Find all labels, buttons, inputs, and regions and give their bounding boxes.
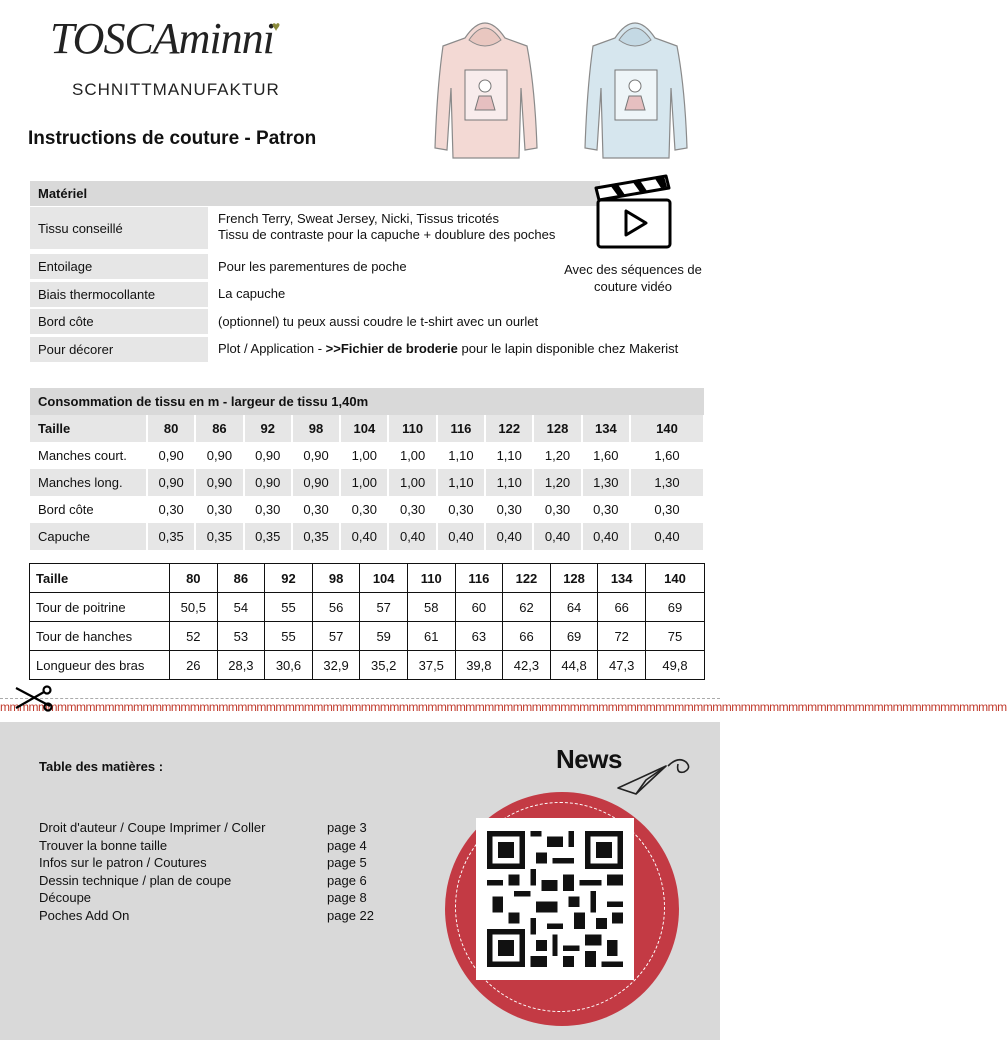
pink-hoodie-illustration xyxy=(435,23,537,158)
material-row: Biais thermocollante La capuche xyxy=(30,281,704,309)
list-item[interactable]: Découpe page 8 xyxy=(39,890,367,906)
fabric-consumption-table xyxy=(30,388,705,550)
list-item[interactable]: Droit d'auteur / Coupe Imprimer / Coller page 3 xyxy=(39,820,367,835)
size-measurement-table xyxy=(29,563,705,680)
video-note: Avec des séquences de couture vidéo xyxy=(564,262,702,294)
table-row: Tour de hanches 52 53 55 57 59 61 63 66 69 72 75 xyxy=(30,622,705,651)
table-row: Taille 80 86 92 98 104 110 116 122 128 134 140 xyxy=(30,415,704,442)
material-heading: Matériel xyxy=(30,181,600,206)
paper-plane-icon xyxy=(616,736,694,796)
brand-subtitle: SCHNITTMANUFAKTUR xyxy=(72,80,280,99)
list-item[interactable]: Poches Add On page 22 xyxy=(39,907,374,923)
list-item[interactable]: Dessin technique / plan de coupe page 6 xyxy=(39,872,367,888)
logo: TOSCAminni♥ xyxy=(50,14,280,63)
table-of-contents xyxy=(39,820,389,926)
material-row: Bord côte (optionnel) tu peux aussi coudre le t-shirt avec un ourlet xyxy=(30,308,704,336)
dashed-divider xyxy=(0,698,720,699)
table-row: Manches court. 0,90 0,90 0,90 0,90 1,00 1,00 1,10 1,10 1,20 1,60 1,60 xyxy=(30,442,704,469)
list-item[interactable]: Trouver la bonne taille page 4 xyxy=(39,837,367,853)
page-title: Instructions de couture - Patron xyxy=(28,128,317,149)
stitch-line: mmmmmmmmmmmmmmmmmmmmmmmmmmmmmmmmmmmmmmmmmmmmmmmmmmmmmmmmmmmmmmmmmmmmmmmmmmmmmmmmmmmmmmmmmmmmmmmmmmmmmmmmmm xyxy=(0,700,1007,714)
table-row: Capuche 0,35 0,35 0,35 0,35 0,40 0,40 0,40 0,40 0,40 0,40 0,40 xyxy=(30,523,704,550)
material-row: Entoilage Pour les parementures de poche xyxy=(30,253,704,281)
consumption-heading: Consommation de tissu en m - largeur de tissu 1,40m xyxy=(30,388,704,415)
toc-title: Table des matières : xyxy=(39,759,164,774)
hoodie-illustrations xyxy=(425,8,717,170)
qr-code-icon[interactable] xyxy=(476,818,634,980)
table-row: Taille 80 86 92 98 104 110 116 122 128 134 140 xyxy=(30,564,705,593)
scissors-icon xyxy=(14,686,54,712)
table-row: Bord côte 0,30 0,30 0,30 0,30 0,30 0,30 0,30 0,30 0,30 0,30 0,30 xyxy=(30,496,704,523)
video-clapper-icon xyxy=(594,174,674,250)
material-row: Tissu conseillé French Terry, Sweat Jersey, Nicki, Tissus tricotés Tissu de contraste pour la capuche + doublure des poches xyxy=(30,207,704,251)
embroidery-file-link[interactable]: >>Fichier de broderie xyxy=(325,341,458,357)
table-row: Longueur des bras 26 28,3 30,6 32,9 35,2 37,5 39,8 42,3 44,8 47,3 49,8 xyxy=(30,651,705,680)
table-row: Tour de poitrine 50,5 54 55 56 57 58 60 62 64 66 69 xyxy=(30,593,705,622)
list-item[interactable]: Infos sur le patron / Coutures page 5 xyxy=(39,855,367,871)
table-row: Manches long. 0,90 0,90 0,90 0,90 1,00 1,00 1,10 1,10 1,20 1,30 1,30 xyxy=(30,469,704,496)
blue-hoodie-illustration xyxy=(585,23,687,158)
news-label: News xyxy=(556,744,622,774)
material-row: Pour décorer Plot / Application - >>Fichier de broderie pour le lapin disponible chez Makerist xyxy=(30,336,704,364)
